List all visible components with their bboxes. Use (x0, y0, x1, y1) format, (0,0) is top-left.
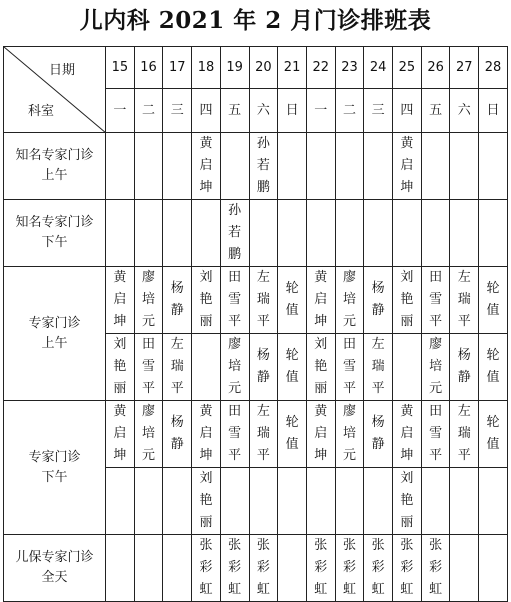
doctor-name: 杨静 (371, 281, 385, 318)
doctor-name: 轮值 (285, 281, 299, 318)
doctor-name: 张彩虹 (314, 538, 328, 597)
doctor-cell (106, 535, 135, 602)
schedule-row (4, 200, 508, 267)
doctor-name: 杨静 (170, 415, 184, 452)
weekday-cell: 四 (192, 89, 221, 133)
doctor-cell (106, 334, 135, 401)
doctor-cell (192, 535, 221, 602)
doctor-name: 刘艳丽 (113, 337, 127, 396)
doctor-cell (450, 267, 479, 334)
schedule-row (4, 133, 508, 200)
doctor-cell (306, 535, 335, 602)
doctor-cell (134, 133, 163, 200)
date-cell: 21 (278, 47, 307, 89)
date-cell: 26 (421, 47, 450, 89)
doctor-name: 孙若鹏 (228, 203, 242, 262)
doctor-cell (192, 200, 221, 267)
doctor-cell (163, 267, 192, 334)
doctor-name: 廖培元 (142, 404, 156, 463)
doctor-cell (393, 401, 422, 468)
clinic-label (4, 535, 106, 602)
doctor-cell (450, 468, 479, 535)
weekday-cell: 日 (278, 89, 307, 133)
doctor-cell (249, 401, 278, 468)
date-cell: 22 (306, 47, 335, 89)
doctor-cell (421, 267, 450, 334)
date-cell: 17 (163, 47, 192, 89)
doctor-cell (306, 267, 335, 334)
doctor-cell (306, 334, 335, 401)
doctor-name: 刘艳丽 (199, 471, 213, 530)
doctor-cell (450, 133, 479, 200)
date-cell: 27 (450, 47, 479, 89)
doctor-cell (163, 334, 192, 401)
date-cell: 25 (393, 47, 422, 89)
doctor-cell (249, 535, 278, 602)
date-cell: 15 (106, 47, 135, 89)
date-header-row (4, 47, 508, 89)
doctor-cell (479, 267, 508, 334)
doctor-name: 田雪平 (228, 404, 242, 463)
doctor-name: 轮值 (486, 348, 500, 385)
clinic-session: 下午 (41, 235, 68, 250)
doctor-cell (163, 133, 192, 200)
doctor-cell (220, 267, 249, 334)
doctor-cell (134, 200, 163, 267)
doctor-cell (364, 133, 393, 200)
doctor-cell (421, 334, 450, 401)
doctor-cell (306, 468, 335, 535)
doctor-cell (192, 133, 221, 200)
doctor-name: 刘艳丽 (400, 270, 414, 329)
doctor-name: 田雪平 (228, 270, 242, 329)
doctor-name: 轮值 (285, 415, 299, 452)
doctor-cell (450, 401, 479, 468)
doctor-name: 左瑞平 (256, 404, 270, 463)
doctor-cell (479, 200, 508, 267)
dept-label: 科室 (28, 104, 55, 119)
doctor-name: 黄启坤 (400, 136, 414, 195)
doctor-cell (393, 468, 422, 535)
doctor-cell (364, 200, 393, 267)
doctor-name: 廖培元 (342, 404, 356, 463)
doctor-name: 黄启坤 (199, 404, 213, 463)
schedule-row (4, 535, 508, 602)
doctor-cell (421, 401, 450, 468)
doctor-name: 黄启坤 (314, 404, 328, 463)
doctor-cell (306, 200, 335, 267)
doctor-cell (192, 468, 221, 535)
weekday-cell: 二 (335, 89, 364, 133)
doctor-cell (364, 535, 393, 602)
doctor-name: 杨静 (170, 281, 184, 318)
doctor-cell (278, 267, 307, 334)
clinic-session: 上午 (41, 335, 68, 351)
doctor-name: 刘艳丽 (400, 471, 414, 530)
doctor-cell (220, 133, 249, 200)
doctor-cell (106, 200, 135, 267)
doctor-cell (335, 267, 364, 334)
weekday-cell: 六 (249, 89, 278, 133)
doctor-cell (163, 401, 192, 468)
doctor-name: 左瑞平 (170, 337, 184, 396)
doctor-name: 田雪平 (342, 337, 356, 396)
clinic-name: 儿保专家门诊 (15, 550, 94, 565)
clinic-label (4, 401, 106, 535)
doctor-cell (249, 200, 278, 267)
doctor-cell (479, 468, 508, 535)
doctor-name: 张彩虹 (199, 538, 213, 597)
date-label: 日期 (48, 63, 75, 78)
doctor-name: 轮值 (486, 281, 500, 318)
doctor-cell (450, 334, 479, 401)
doctor-cell (106, 468, 135, 535)
doctor-name: 黄启坤 (400, 404, 414, 463)
weekday-cell: 一 (106, 89, 135, 133)
doctor-cell (163, 535, 192, 602)
doctor-cell (278, 468, 307, 535)
weekday-cell: 四 (393, 89, 422, 133)
doctor-name: 田雪平 (429, 404, 443, 463)
date-cell: 23 (335, 47, 364, 89)
doctor-cell (421, 535, 450, 602)
doctor-cell (421, 200, 450, 267)
doctor-cell (479, 334, 508, 401)
clinic-session: 上午 (41, 168, 68, 183)
doctor-cell (134, 468, 163, 535)
doctor-cell (306, 401, 335, 468)
doctor-name: 轮值 (285, 348, 299, 385)
doctor-name: 张彩虹 (256, 538, 270, 597)
doctor-name: 廖培元 (429, 337, 443, 396)
doctor-name: 黄启坤 (199, 136, 213, 195)
diagonal-line (4, 47, 106, 133)
doctor-cell (421, 468, 450, 535)
schedule-row (4, 401, 508, 468)
doctor-name: 廖培元 (142, 270, 156, 329)
weekday-cell: 六 (450, 89, 479, 133)
diagonal-header-cell (4, 47, 106, 133)
doctor-cell (220, 535, 249, 602)
date-cell: 19 (220, 47, 249, 89)
doctor-cell (364, 267, 393, 334)
doctor-cell (134, 267, 163, 334)
clinic-name: 专家门诊 (28, 315, 81, 331)
doctor-name: 黄启坤 (113, 270, 127, 329)
weekday-cell: 五 (220, 89, 249, 133)
doctor-name: 左瑞平 (371, 337, 385, 396)
weekday-cell: 日 (479, 89, 508, 133)
weekday-cell: 一 (306, 89, 335, 133)
doctor-name: 孙若鹏 (256, 136, 270, 195)
doctor-cell (479, 133, 508, 200)
doctor-cell (163, 200, 192, 267)
doctor-cell (106, 133, 135, 200)
doctor-cell (335, 133, 364, 200)
doctor-cell (479, 401, 508, 468)
date-cell: 20 (249, 47, 278, 89)
doctor-cell (335, 334, 364, 401)
doctor-cell (220, 200, 249, 267)
doctor-cell (249, 133, 278, 200)
doctor-cell (278, 133, 307, 200)
schedule-row (4, 267, 508, 334)
doctor-cell (479, 535, 508, 602)
doctor-cell (249, 334, 278, 401)
doctor-cell (393, 334, 422, 401)
doctor-cell (335, 535, 364, 602)
doctor-name: 刘艳丽 (199, 270, 213, 329)
doctor-name: 廖培元 (228, 337, 242, 396)
doctor-name: 杨静 (256, 348, 270, 385)
doctor-cell (364, 468, 393, 535)
doctor-cell (335, 401, 364, 468)
doctor-name: 张彩虹 (429, 538, 443, 597)
weekday-cell: 五 (421, 89, 450, 133)
doctor-cell (192, 334, 221, 401)
doctor-cell (393, 200, 422, 267)
clinic-session: 下午 (41, 469, 68, 485)
clinic-name: 知名专家门诊 (15, 215, 94, 230)
doctor-cell (278, 401, 307, 468)
doctor-cell (249, 468, 278, 535)
date-cell: 16 (134, 47, 163, 89)
doctor-cell (335, 468, 364, 535)
doctor-name: 轮值 (486, 415, 500, 452)
doctor-name: 张彩虹 (342, 538, 356, 597)
doctor-cell (163, 468, 192, 535)
doctor-cell (220, 334, 249, 401)
doctor-cell (364, 401, 393, 468)
doctor-name: 田雪平 (429, 270, 443, 329)
doctor-cell (278, 200, 307, 267)
clinic-name: 知名专家门诊 (15, 148, 94, 163)
doctor-name: 左瑞平 (457, 404, 471, 463)
doctor-name: 刘艳丽 (314, 337, 328, 396)
doctor-cell (249, 267, 278, 334)
date-cell: 18 (192, 47, 221, 89)
doctor-cell (393, 267, 422, 334)
doctor-cell (220, 401, 249, 468)
clinic-label (4, 267, 106, 401)
doctor-cell (106, 401, 135, 468)
doctor-cell (364, 334, 393, 401)
doctor-cell (192, 401, 221, 468)
doctor-name: 张彩虹 (400, 538, 414, 597)
doctor-cell (134, 401, 163, 468)
weekday-cell: 三 (364, 89, 393, 133)
clinic-label (4, 200, 106, 267)
doctor-name: 张彩虹 (228, 538, 242, 597)
weekday-cell: 二 (134, 89, 163, 133)
schedule-table (3, 46, 508, 602)
doctor-name: 黄启坤 (113, 404, 127, 463)
doctor-cell (335, 200, 364, 267)
doctor-name: 田雪平 (142, 337, 156, 396)
doctor-cell (421, 133, 450, 200)
doctor-cell (134, 334, 163, 401)
doctor-cell (134, 535, 163, 602)
date-cell: 24 (364, 47, 393, 89)
doctor-name: 左瑞平 (256, 270, 270, 329)
doctor-cell (278, 334, 307, 401)
doctor-cell (278, 535, 307, 602)
doctor-name: 左瑞平 (457, 270, 471, 329)
doctor-cell (220, 468, 249, 535)
weekday-cell: 三 (163, 89, 192, 133)
page-title: 儿内科 2021 年 2 月门诊排班表 (79, 7, 432, 34)
doctor-cell (106, 267, 135, 334)
doctor-name: 黄启坤 (314, 270, 328, 329)
doctor-cell (192, 267, 221, 334)
date-cell: 28 (479, 47, 508, 89)
doctor-cell (450, 200, 479, 267)
clinic-session: 全天 (41, 570, 68, 585)
clinic-name: 专家门诊 (28, 449, 81, 465)
doctor-name: 廖培元 (342, 270, 356, 329)
doctor-name: 杨静 (371, 415, 385, 452)
doctor-name: 杨静 (457, 348, 471, 385)
doctor-cell (450, 535, 479, 602)
doctor-cell (306, 133, 335, 200)
clinic-label (4, 133, 106, 200)
doctor-cell (393, 133, 422, 200)
doctor-cell (393, 535, 422, 602)
doctor-name: 张彩虹 (371, 538, 385, 597)
